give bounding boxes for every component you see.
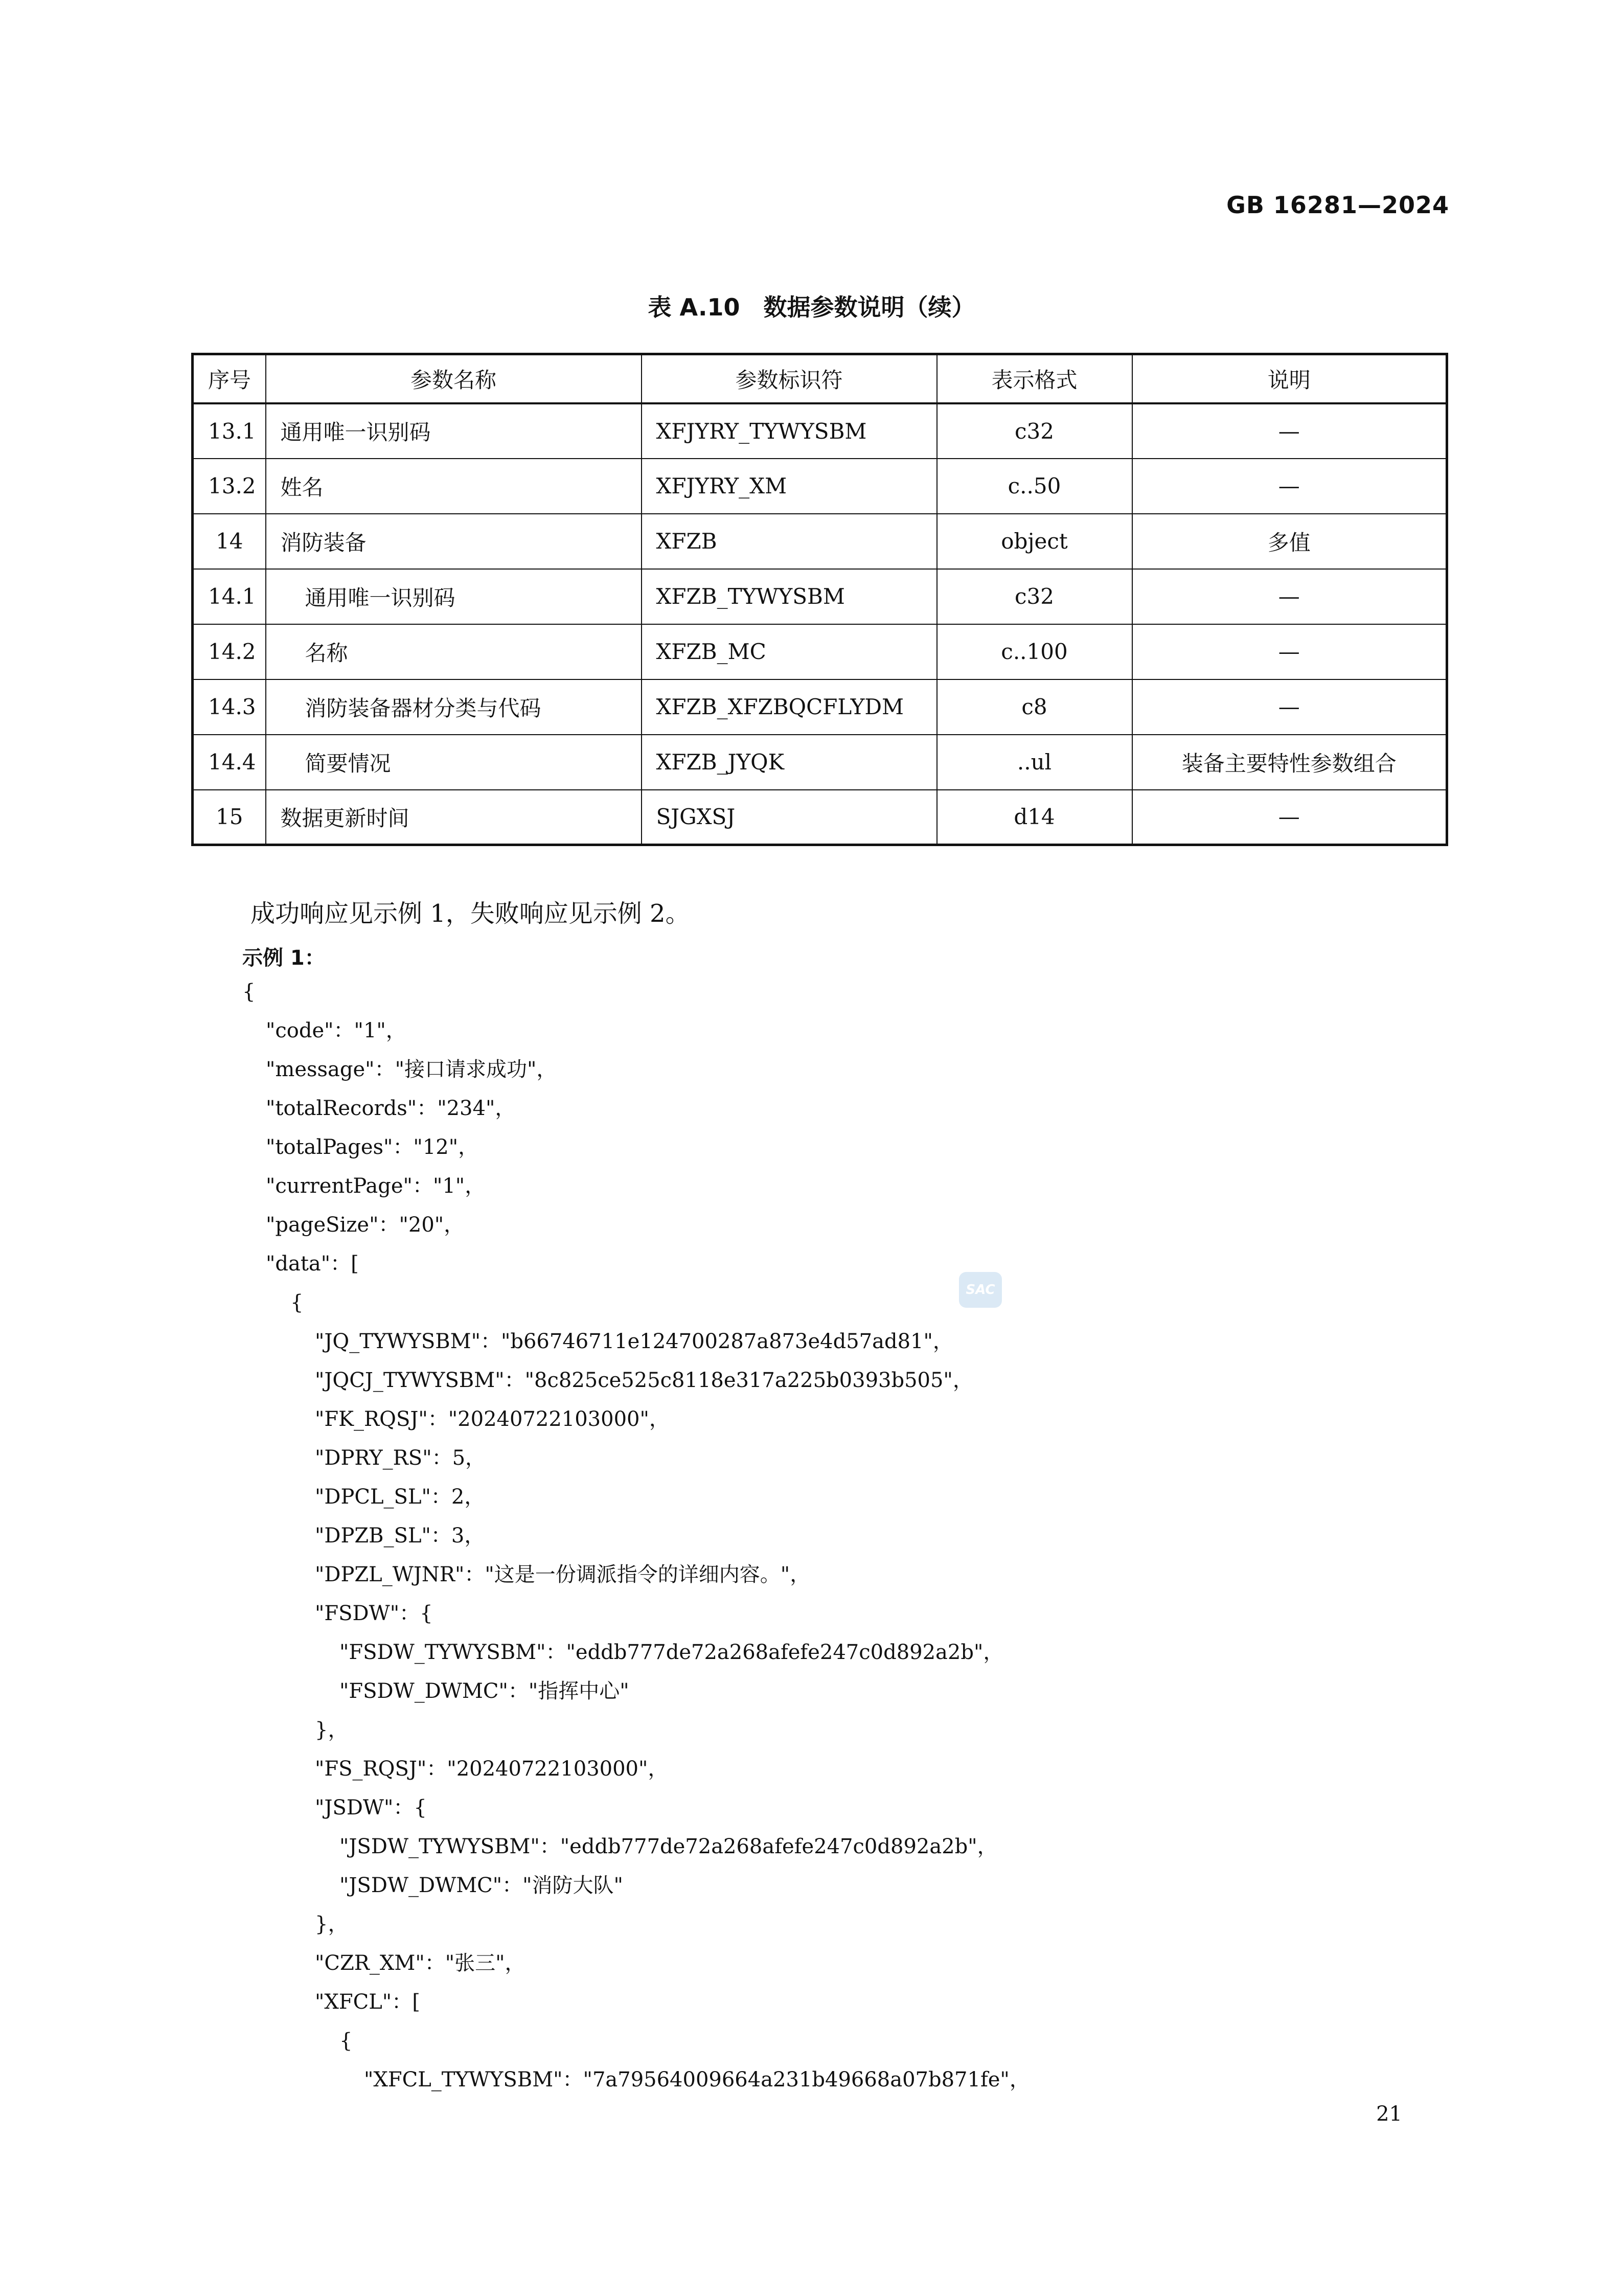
code-line: "DPZB_SL"：3， [315, 1524, 485, 1548]
cell-description: — [1132, 679, 1447, 735]
code-line: "JQ_TYWYSBM"："b66746711e124700287a873e4d57ad81"， [315, 1330, 953, 1353]
column-header-no: 序号 [193, 354, 266, 403]
cell-no: 15 [193, 790, 266, 845]
cell-description: — [1132, 459, 1447, 514]
cell-description: — [1132, 624, 1447, 679]
column-header-name: 参数名称 [266, 354, 642, 403]
cell-no: 13.2 [193, 459, 266, 514]
cell-description: — [1132, 569, 1447, 624]
cell-identifier: XFJYRY_XM [642, 459, 937, 514]
cell-identifier: XFJYRY_TYWYSBM [642, 403, 937, 459]
cell-name: 通用唯一识别码 [266, 403, 642, 459]
table-row [193, 679, 1447, 735]
cell-no: 14.4 [193, 735, 266, 790]
cell-name: 数据更新时间 [266, 790, 642, 845]
cell-description: 多值 [1132, 514, 1447, 569]
cell-no: 14.3 [193, 679, 266, 735]
example-title: 示例 1： [242, 946, 325, 970]
cell-identifier: SJGXSJ [642, 790, 937, 845]
code-line: "FK_RQSJ"："20240722103000"， [315, 1407, 670, 1431]
cell-name: 通用唯一识别码 [266, 569, 642, 624]
cell-no: 14.1 [193, 569, 266, 624]
code-line: "JSDW_TYWYSBM"："eddb777de72a268afefe247c0d892a2b"， [339, 1835, 998, 1858]
table-header-row [193, 354, 1447, 403]
code-line: "code"："1"， [266, 1019, 406, 1042]
code-line: { [339, 2029, 353, 2053]
code-line: "DPCL_SL"：2， [315, 1485, 485, 1509]
code-line: { [290, 1291, 304, 1314]
response-intro: 成功响应见示例 1，失败响应见示例 2。 [250, 899, 690, 928]
code-line: "FSDW_DWMC"："指挥中心" [339, 1679, 629, 1703]
table-row [193, 403, 1447, 459]
cell-identifier: XFZB_XFZBQCFLYDM [642, 679, 937, 735]
code-line: "data"：[ [266, 1252, 359, 1276]
table-row [193, 735, 1447, 790]
code-line: "DPZL_WJNR"："这是一份调派指令的详细内容。"， [315, 1563, 811, 1586]
code-line: "totalPages"："12"， [266, 1135, 479, 1159]
code-line: }， [315, 1718, 349, 1742]
code-line: "CZR_XM"："张三"， [315, 1951, 525, 1975]
cell-format: object [937, 514, 1132, 569]
cell-format: c32 [937, 403, 1132, 459]
table-caption-title: 数据参数说明（续） [763, 293, 975, 321]
table-row [193, 514, 1447, 569]
standard-number: GB 16281—2024 [1226, 191, 1449, 219]
table-row [193, 569, 1447, 624]
code-line: "JSDW"：{ [315, 1796, 427, 1820]
table-row [193, 459, 1447, 514]
cell-identifier: XFZB_MC [642, 624, 937, 679]
code-line: "totalRecords"："234"， [266, 1097, 516, 1120]
column-header-identifier: 参数标识符 [642, 354, 937, 403]
code-line: "JSDW_DWMC"："消防大队" [339, 1874, 623, 1897]
cell-format: ..ul [937, 735, 1132, 790]
cell-name: 消防装备 [266, 514, 642, 569]
code-line: "currentPage"："1"， [266, 1174, 486, 1198]
cell-format: d14 [937, 790, 1132, 845]
column-header-format: 表示格式 [937, 354, 1132, 403]
cell-description: — [1132, 403, 1447, 459]
cell-no: 14 [193, 514, 266, 569]
cell-name: 消防装备器材分类与代码 [266, 679, 642, 735]
cell-format: c32 [937, 569, 1132, 624]
code-line: "pageSize"："20"， [266, 1213, 465, 1237]
table-caption [0, 289, 1623, 323]
column-header-description: 说明 [1132, 354, 1447, 403]
code-line: "DPRY_RS"：5， [315, 1446, 486, 1470]
code-line: "FSDW_TYWYSBM"："eddb777de72a268afefe247c0d892a2b"， [339, 1641, 1004, 1664]
cell-description: 装备主要特性参数组合 [1132, 735, 1447, 790]
cell-no: 14.2 [193, 624, 266, 679]
parameter-table [191, 353, 1448, 846]
cell-format: c..50 [937, 459, 1132, 514]
code-line: "FSDW"：{ [315, 1602, 433, 1625]
page-number: 21 [1376, 2102, 1402, 2126]
code-line: }， [315, 1913, 349, 1936]
cell-format: c..100 [937, 624, 1132, 679]
code-line: "XFCL"：[ [315, 1990, 420, 2014]
code-line: { [242, 980, 256, 1004]
table-row [193, 624, 1447, 679]
cell-name: 名称 [266, 624, 642, 679]
cell-identifier: XFZB_TYWYSBM [642, 569, 937, 624]
cell-identifier: XFZB_JYQK [642, 735, 937, 790]
code-line: "message"："接口请求成功"， [266, 1058, 557, 1081]
cell-no: 13.1 [193, 403, 266, 459]
cell-name: 姓名 [266, 459, 642, 514]
cell-description: — [1132, 790, 1447, 845]
code-line: "JQCJ_TYWYSBM"："8c825ce525c8118e317a225b0393b505"， [315, 1369, 973, 1392]
sac-watermark-logo: SAC [959, 1272, 1002, 1308]
table-row [193, 790, 1447, 845]
cell-format: c8 [937, 679, 1132, 735]
code-line: "XFCL_TYWYSBM"："7a79564009664a231b49668a07b871fe"， [364, 2068, 1030, 2092]
code-line: "FS_RQSJ"："20240722103000"， [315, 1757, 669, 1781]
cell-name: 简要情况 [266, 735, 642, 790]
cell-identifier: XFZB [642, 514, 937, 569]
table-caption-number: 表 A.10 [648, 293, 740, 321]
